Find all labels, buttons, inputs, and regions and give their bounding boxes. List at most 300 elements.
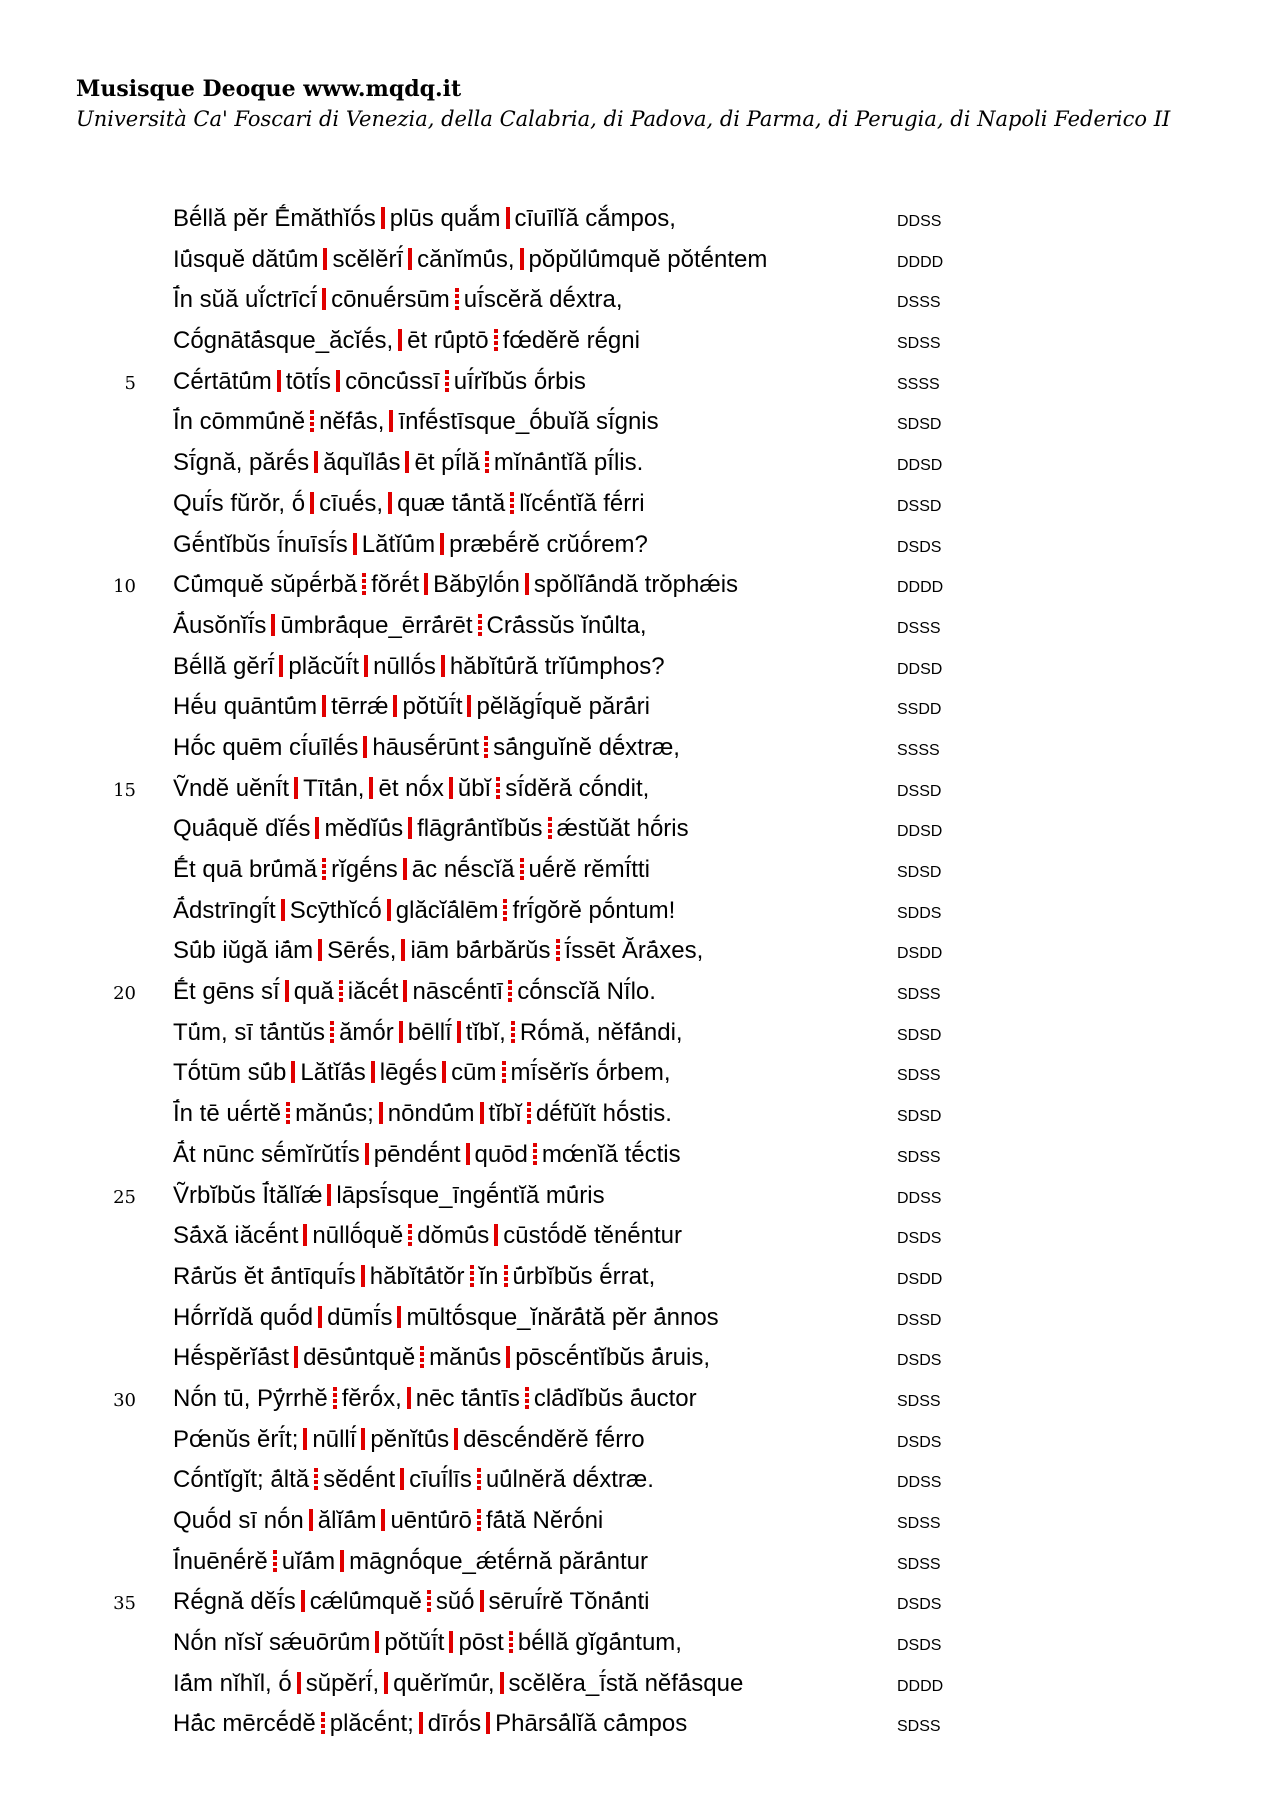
diaeresis-marker: [508, 980, 512, 1002]
verse-row: [0, 730, 1280, 771]
metric-scheme: DSSD: [897, 1311, 942, 1329]
verse-segment: nūllī́: [312, 1425, 357, 1453]
diaeresis-marker: [509, 1631, 513, 1653]
verse-segment: ŭbĭ: [457, 774, 492, 802]
verse-segment: tĭbĭ: [488, 1100, 522, 1128]
verse-row: [0, 201, 1280, 242]
verse-segment: Ī́nuēnḗrĕ: [173, 1547, 268, 1575]
line-number: 35: [113, 1593, 136, 1615]
diaeresis-marker: [485, 451, 489, 473]
caesura-marker: [398, 329, 402, 351]
verse-segment: mūltṓsque_ĭnărā́tă pĕr ā́nnos: [406, 1303, 719, 1331]
caesura-marker: [399, 1021, 403, 1043]
caesura-marker: [525, 573, 529, 595]
verse-segment: glăcĭā́lēm: [395, 896, 499, 924]
caesura-marker: [494, 1224, 498, 1246]
verse-text: [173, 1344, 710, 1372]
verse-segment: āc nḗscĭă: [411, 856, 515, 883]
verse-segment: rĭgḗns: [331, 856, 398, 883]
diaeresis-marker: [477, 1468, 481, 1490]
verse-segment: quă: [293, 978, 334, 1006]
verse-segment: Cḗrtātū́m: [173, 367, 272, 395]
verse-segment: dŏmū́s: [417, 1222, 490, 1250]
verse-segment: sĕdḗnt: [323, 1466, 396, 1494]
caesura-marker: [327, 1184, 331, 1206]
diaeresis-marker: [273, 1550, 277, 1572]
metric-scheme: SDSD: [897, 1108, 942, 1126]
caesura-marker: [322, 288, 326, 310]
metric-scheme: SSDD: [897, 701, 942, 719]
verse-segment: cīuḗs,: [319, 489, 384, 517]
verse-text: [173, 571, 738, 599]
caesura-marker: [294, 777, 298, 799]
verse-segment: plăcḗnt;: [329, 1710, 414, 1738]
caesura-marker: [369, 777, 373, 799]
line-number: 25: [113, 1186, 136, 1208]
metric-scheme: DSDS: [897, 1637, 942, 1655]
metric-scheme: DSSD: [897, 782, 942, 800]
verse-segment: Iū́squĕ dătū́m: [173, 245, 319, 273]
verse-segment: Rḗgnă dĕī́s: [173, 1588, 296, 1616]
verse-segment: fā́tă Nĕrṓni: [485, 1507, 604, 1534]
verse-segment: mănū́s: [429, 1344, 502, 1372]
line-number: 15: [113, 779, 136, 801]
verse-row: [0, 771, 1280, 812]
verse-segment: Ī́n sŭă uĭ́ctrīcī́: [173, 286, 318, 314]
verse-segment: Cṓntĭgĭt; ā́ltă: [173, 1466, 310, 1494]
caesura-marker: [318, 1306, 322, 1328]
diaeresis-marker: [427, 1590, 431, 1612]
verse-segment: Rā́rŭs ĕt ā́ntīquī́s: [173, 1262, 356, 1290]
verse-text: [173, 246, 767, 274]
metric-scheme: SDSS: [897, 1067, 941, 1085]
verse-segment: Ī́n cōmmū́nĕ: [173, 408, 306, 436]
verse-segment: Cū́mquĕ sŭpḗrbă: [173, 571, 358, 599]
caesura-marker: [454, 1428, 458, 1450]
diaeresis-marker: [314, 1468, 318, 1490]
verse-segment: fĕrṓx,: [341, 1384, 402, 1412]
verse-segment: pĕlăgī́quĕ părā́ri: [476, 693, 650, 721]
verse-segment: ălĭā́m: [317, 1507, 377, 1534]
verse-text: [173, 490, 645, 518]
diaeresis-marker: [478, 614, 482, 636]
diaeresis-marker: [420, 1346, 424, 1368]
caesura-marker: [400, 1468, 404, 1490]
caesura-marker: [520, 248, 524, 270]
verse-segment: cīuīlĭă cắmpos,: [514, 205, 676, 232]
verse-text: [173, 1507, 603, 1535]
verse-segment: dēscḗndĕrĕ fḗrro: [463, 1425, 645, 1453]
verse-segment: Nṓn tū, Pȳ́rrhĕ: [173, 1384, 328, 1412]
verse-segment: Tū́m, sī tā́ntŭs: [173, 1018, 326, 1046]
verse-segment: Bḗllă gĕrī́: [173, 652, 275, 680]
caesura-marker: [303, 1428, 307, 1450]
verse-row: [0, 486, 1280, 527]
verse-text: [173, 1426, 645, 1454]
verse-text: [173, 815, 689, 843]
verse-row: [0, 1096, 1280, 1137]
diaeresis-marker: [556, 939, 560, 961]
verse-text: [173, 1588, 650, 1616]
metric-scheme: SDSD: [897, 416, 942, 434]
verse-segment: Quī́s fŭrŏr, ṓ: [173, 489, 306, 517]
verse-segment: pŏtŭī́t: [402, 693, 463, 721]
verse-row: [0, 1706, 1280, 1747]
caesura-marker: [365, 1143, 369, 1165]
caesura-marker: [285, 980, 289, 1002]
verse-segment: nēc tā́ntīs: [415, 1384, 520, 1412]
verse-segment: Ī́n tē uḗrtĕ: [173, 1100, 282, 1128]
verse-segment: flāgrā́ntĭbŭs: [417, 815, 543, 843]
verse-segment: plūs quắm: [389, 205, 501, 232]
line-number: 10: [113, 576, 136, 598]
verse-row: [0, 1462, 1280, 1503]
verse-text: [173, 1304, 719, 1332]
verse-segment: sŭpĕrī́,: [305, 1669, 380, 1697]
verse-segment: mĕdĭū́s: [324, 815, 404, 843]
metric-scheme: DSSS: [897, 619, 941, 637]
metric-scheme: SDSD: [897, 864, 942, 881]
verse-segment: lĭcḗntĭă fḗrri: [519, 489, 645, 517]
poem-text: [0, 201, 1280, 1747]
diaeresis-marker: [520, 858, 524, 880]
verse-segment: Sī́gnă, părḗs: [173, 449, 310, 477]
verse-segment: nūllṓs: [373, 652, 436, 680]
verse-segment: dḗfŭĭt hṓstis.: [535, 1100, 672, 1128]
caesura-marker: [397, 1306, 401, 1328]
metric-scheme: DDSD: [897, 660, 943, 678]
caesura-marker: [336, 370, 340, 392]
metric-scheme: SDSS: [897, 1392, 941, 1410]
diaeresis-marker: [548, 817, 552, 839]
verse-segment: cūstṓdĕ tĕnḗntur: [503, 1222, 683, 1250]
verse-row: [0, 527, 1280, 568]
metric-scheme: DSDS: [897, 1433, 942, 1451]
verse-segment: ǽstŭăt hṓris: [556, 815, 689, 843]
metric-scheme: DSSD: [897, 497, 942, 515]
verse-text: [173, 937, 703, 965]
verse-segment: hāusḗrūnt: [372, 733, 480, 761]
verse-segment: cīuī́līs: [409, 1466, 472, 1494]
verse-text: [173, 1100, 672, 1128]
verse-text: [173, 408, 659, 436]
verse-text: [173, 1710, 687, 1738]
metric-scheme: DDDD: [897, 579, 944, 597]
diaeresis-marker: [533, 1143, 537, 1165]
verse-row: [0, 1584, 1280, 1625]
caesura-marker: [506, 207, 510, 229]
caesura-marker: [408, 248, 412, 270]
diaeresis-marker: [330, 1021, 334, 1043]
verse-row: [0, 1300, 1280, 1341]
metric-scheme: DDSS: [897, 1474, 942, 1492]
caesura-marker: [314, 451, 318, 473]
verse-text: [173, 1629, 682, 1657]
verse-segment: cănĭmū́s,: [417, 245, 515, 273]
caesura-marker: [403, 980, 407, 1002]
caesura-marker: [401, 939, 405, 961]
verse-segment: quĕrĭmū́r,: [393, 1669, 495, 1697]
line-number: 5: [124, 372, 136, 394]
caesura-marker: [281, 899, 285, 921]
verse-segment: quæ tā́ntă: [397, 489, 506, 517]
verse-segment: uī́rĭbŭs ṓrbis: [453, 367, 586, 395]
verse-text: [173, 205, 676, 233]
metric-scheme: DSSS: [897, 294, 941, 312]
metric-scheme: DDDD: [897, 1677, 944, 1695]
verse-segment: ū́rbĭbŭs ḗrrat,: [512, 1262, 656, 1290]
verse-text: [173, 1182, 605, 1210]
caesura-marker: [315, 817, 319, 839]
caesura-marker: [364, 655, 368, 677]
caesura-marker: [457, 1021, 461, 1043]
verse-segment: Gḗntĭbŭs ī́nuīsī́s: [173, 530, 348, 558]
verse-segment: iām bā́rbărŭs: [410, 937, 551, 965]
diaeresis-marker: [477, 1509, 481, 1531]
verse-segment: Rṓmă, nĕfā́ndi,: [519, 1018, 683, 1046]
caesura-marker: [381, 207, 385, 229]
diaeresis-marker: [503, 899, 507, 921]
verse-segment: uū́lnĕră dḗxtræ.: [485, 1466, 654, 1494]
caesura-marker: [303, 1224, 307, 1246]
verse-segment: scĕlĕra_ī́stă nĕfā́sque: [508, 1669, 744, 1697]
caesura-marker: [279, 655, 283, 677]
verse-text: [173, 978, 656, 1006]
verse-segment: hăbĭtā́tŏr: [369, 1262, 465, 1290]
verse-segment: uĭā́m: [281, 1547, 336, 1575]
caesura-marker: [379, 1102, 383, 1124]
verse-segment: Iā́m nĭhĭl, ṓ: [173, 1669, 292, 1697]
verse-segment: dīrṓs: [427, 1710, 482, 1738]
caesura-marker: [393, 695, 397, 717]
verse-text: [173, 1059, 671, 1087]
verse-segment: ēt nṓx: [378, 774, 444, 802]
verse-segment: pōscḗntĭbŭs ā́ruis,: [515, 1344, 710, 1372]
verse-segment: cōncū́ssī: [345, 367, 440, 395]
verse-text: [173, 1141, 681, 1169]
verse-text: [173, 1466, 654, 1494]
metric-scheme: DSDD: [897, 945, 943, 963]
metric-scheme: DSDS: [897, 1230, 942, 1248]
caesura-marker: [441, 655, 445, 677]
affiliation-line: Università Ca' Foscari di Venezia, della Calabria, di Padova, di Parma, di Perugia, di Napoli Federico II: [76, 107, 1171, 131]
verse-row: [0, 364, 1280, 405]
verse-segment: ăquĭlā́s: [323, 449, 401, 477]
verse-segment: præbḗrĕ crŭṓrem?: [449, 530, 648, 558]
diaeresis-marker: [286, 1102, 290, 1124]
verse-segment: Ā́t nūnc sḗmĭrŭtī́s: [173, 1140, 360, 1168]
metric-scheme: SDSS: [897, 1718, 941, 1736]
diaeresis-marker: [496, 777, 500, 799]
caesura-marker: [271, 614, 275, 636]
metric-scheme: SSSS: [897, 741, 940, 759]
verse-row: [0, 1381, 1280, 1422]
verse-segment: Ḗt gēns sī́: [173, 978, 280, 1006]
verse-segment: Sū́b iŭgă iā́m: [173, 937, 314, 965]
verse-segment: pŏpŭlū́mquĕ pŏtḗntem: [528, 245, 768, 273]
verse-segment: mĭnā́ntĭă pī́lis.: [493, 449, 644, 477]
verse-segment: tōtī́s: [285, 367, 332, 395]
verse-segment: Lătĭā́s: [300, 1059, 366, 1087]
caesura-marker: [467, 695, 471, 717]
verse-row: [0, 1137, 1280, 1178]
diaeresis-marker: [455, 288, 459, 310]
verse-segment: pēndḗnt: [373, 1140, 461, 1168]
verse-row: [0, 689, 1280, 730]
caesura-marker: [419, 1712, 423, 1734]
verse-segment: Hṓc quēm cī́uīlḗs: [173, 733, 359, 761]
verse-text: [173, 368, 586, 396]
verse-text: [173, 775, 649, 803]
caesura-marker: [384, 1672, 388, 1694]
verse-segment: Quṓd sī nṓn: [173, 1507, 304, 1534]
metric-scheme: SDSS: [897, 335, 941, 353]
verse-segment: Sērḗs,: [327, 937, 397, 965]
verse-segment: dēsū́ntquĕ: [303, 1344, 416, 1372]
verse-row: [0, 1259, 1280, 1300]
metric-scheme: SDSS: [897, 986, 941, 1004]
diaeresis-marker: [310, 410, 314, 432]
verse-segment: fœ́dĕrĕ rḗgni: [502, 327, 640, 355]
verse-segment: hăbĭtū́ră trĭū́mphos?: [449, 652, 665, 680]
verse-segment: sŭṓ: [435, 1588, 475, 1616]
caesura-marker: [403, 858, 407, 880]
verse-text: [173, 1670, 743, 1698]
verse-row: [0, 1178, 1280, 1219]
caesura-marker: [405, 451, 409, 473]
metric-scheme: SSSS: [897, 375, 940, 393]
metric-scheme: DSDS: [897, 1352, 942, 1370]
verse-row: [0, 1218, 1280, 1259]
metric-scheme: SDSS: [897, 1555, 941, 1573]
metric-scheme: DSDD: [897, 1270, 943, 1288]
verse-segment: nōndū́m: [387, 1100, 475, 1128]
verse-segment: lēgḗs: [379, 1059, 438, 1087]
diaeresis-marker: [511, 1021, 515, 1043]
verse-segment: Hḗspĕrĭā́st: [173, 1344, 290, 1372]
metric-scheme: SDSS: [897, 1148, 941, 1166]
verse-segment: Quā́quĕ dĭḗs: [173, 815, 311, 843]
metric-scheme: SDDS: [897, 904, 942, 922]
verse-segment: fŏrḗt: [371, 571, 420, 599]
verse-text: [173, 1385, 697, 1413]
verse-row: [0, 1666, 1280, 1707]
verse-row: [0, 323, 1280, 364]
caesura-marker: [322, 695, 326, 717]
verse-segment: mœ́nĭă tḗctis: [541, 1140, 681, 1168]
verse-row: [0, 893, 1280, 934]
verse-text: [173, 734, 680, 762]
site-title: Musisque Deoque www.mqdq.it: [76, 76, 462, 102]
caesura-marker: [381, 1509, 385, 1531]
diaeresis-marker: [527, 1102, 531, 1124]
caesura-marker: [297, 1672, 301, 1694]
verse-segment: pŏtŭī́t: [384, 1629, 445, 1657]
caesura-marker: [361, 1265, 365, 1287]
diaeresis-marker: [322, 858, 326, 880]
caesura-marker: [506, 1346, 510, 1368]
page-header: [76, 74, 1216, 135]
verse-segment: cǽlū́mquĕ: [309, 1588, 422, 1616]
verse-segment: Ṽrbĭbŭs Ī́tălĭǽ: [173, 1181, 323, 1209]
verse-row: [0, 282, 1280, 323]
verse-text: [173, 1222, 682, 1250]
verse-segment: Băbȳlṓn: [433, 571, 520, 599]
verse-segment: ūmbrā́que_ērrā́rēt: [280, 611, 473, 639]
verse-text: [173, 1548, 648, 1576]
verse-row: [0, 567, 1280, 608]
verse-row: [0, 649, 1280, 690]
verse-segment: uēntū́rō: [390, 1507, 472, 1534]
verse-segment: Ṽndĕ uĕnī́t: [173, 774, 290, 802]
caesura-marker: [449, 1631, 453, 1653]
caesura-marker: [486, 1712, 490, 1734]
diaeresis-marker: [362, 573, 366, 595]
metric-scheme: DDSD: [897, 823, 943, 841]
caesura-marker: [442, 1061, 446, 1083]
diaeresis-marker: [321, 1712, 325, 1734]
verse-text: [173, 1019, 683, 1047]
verse-segment: cōnuḗrsūm: [331, 286, 450, 314]
verse-segment: Cṓgnātā́sque_ăcĭḗs,: [173, 327, 394, 355]
verse-row: [0, 852, 1280, 893]
verse-segment: sī́dĕră cṓndit,: [505, 774, 650, 802]
verse-segment: īnfḗstīsque_ṓbuĭă sī́gnis: [398, 408, 659, 436]
verse-text: [173, 449, 643, 477]
line-number: 20: [113, 983, 136, 1005]
metric-scheme: SDSS: [897, 1515, 941, 1532]
verse-text: [173, 856, 650, 884]
caesura-marker: [277, 370, 281, 392]
verse-segment: sā́nguĭnĕ dḗxtræ,: [493, 733, 680, 761]
diaeresis-marker: [339, 980, 343, 1002]
verse-segment: sēruī́rĕ Tŏnā́nti: [488, 1588, 650, 1616]
caesura-marker: [408, 817, 412, 839]
metric-scheme: DSDS: [897, 1596, 942, 1614]
caesura-marker: [500, 1672, 504, 1694]
caesura-marker: [291, 1061, 295, 1083]
verse-segment: plăcŭī́t: [288, 652, 360, 680]
verse-segment: mănū́s;: [295, 1100, 374, 1128]
verse-text: [173, 1263, 655, 1291]
caesura-marker: [388, 492, 392, 514]
diaeresis-marker: [525, 1387, 529, 1409]
verse-segment: ămṓr: [339, 1018, 394, 1046]
caesura-marker: [480, 1590, 484, 1612]
verse-row: [0, 1503, 1280, 1544]
verse-segment: Nṓn nĭsĭ sǽuōrū́m: [173, 1629, 371, 1657]
verse-segment: māgnṓque_ǽtḗrnă părā́ntur: [349, 1547, 648, 1575]
caesura-marker: [309, 1509, 313, 1531]
diaeresis-marker: [510, 492, 514, 514]
diaeresis-marker: [502, 1061, 506, 1083]
caesura-marker: [323, 248, 327, 270]
verse-row: [0, 1015, 1280, 1056]
verse-text: [173, 286, 623, 314]
line-number: 30: [113, 1389, 136, 1411]
verse-segment: ēt pī́lă: [414, 449, 480, 477]
diaeresis-marker: [445, 370, 449, 392]
diaeresis-marker: [494, 329, 498, 351]
verse-segment: Phārsā́lĭă cā́mpos: [495, 1710, 688, 1738]
verse-row: [0, 1340, 1280, 1381]
verse-segment: cūm: [451, 1059, 497, 1087]
verse-row: [0, 933, 1280, 974]
verse-segment: bēllī́: [407, 1018, 452, 1046]
verse-segment: uī́scĕră dḗxtra,: [463, 286, 623, 314]
caesura-marker: [449, 777, 453, 799]
verse-row: [0, 404, 1280, 445]
